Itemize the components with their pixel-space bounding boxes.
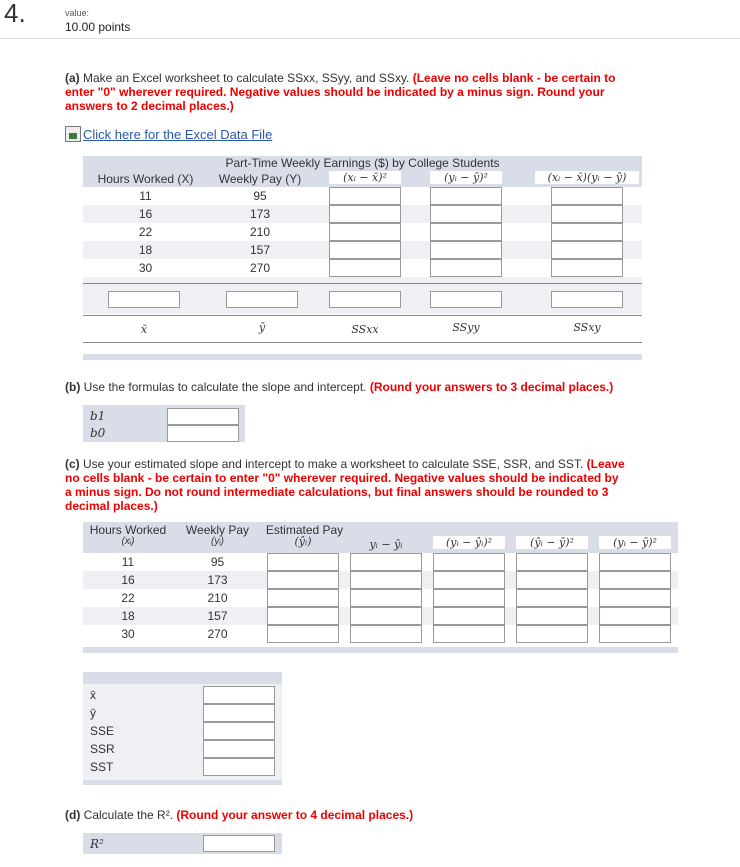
pay-cell: 270: [207, 627, 228, 641]
b1-label: b1: [90, 409, 106, 423]
b1-input[interactable]: [167, 408, 239, 425]
hours-cell: 22: [138, 225, 153, 239]
label-ssyy: SSyy: [452, 321, 480, 334]
part-d-label: (d): [65, 808, 81, 822]
col-xy-dev: (xᵢ − x̄)(yᵢ − ȳ): [535, 171, 639, 184]
col-residual: yᵢ − ŷᵢ: [369, 538, 403, 551]
part-a-instruction: (Leave no cells blank - be certain to enter "0" wherever required. Negative values should be indicated by a minus sign. Round your answers to 2 decimal places.): [65, 71, 616, 113]
summary-label: SST: [90, 760, 114, 774]
summary-input[interactable]: [203, 740, 275, 758]
worksheet-a-input[interactable]: [430, 241, 502, 259]
part-c-instruction: (Leave no cells blank - be certain to enter "0" wherever required. Negative values should be indicated by a minus sign. Do not round intermediate calculations, but final answers should be rounded to 3 decimal places.): [65, 457, 625, 513]
divider: [0, 38, 740, 39]
r-squared-label: R²: [90, 837, 104, 851]
worksheet-a-input[interactable]: [551, 259, 623, 277]
worksheet-c-input[interactable]: [433, 553, 505, 571]
worksheet-a-input[interactable]: [329, 205, 401, 223]
worksheet-a-input[interactable]: [329, 241, 401, 259]
worksheet-a-input[interactable]: [430, 259, 502, 277]
points-value: 10.00 points: [65, 20, 131, 34]
worksheet-a-input[interactable]: [430, 187, 502, 205]
worksheet-a-input[interactable]: [551, 241, 623, 259]
pay-cell: 95: [210, 555, 225, 569]
worksheet-c-input[interactable]: [516, 607, 588, 625]
pay-cell: 173: [249, 207, 271, 221]
worksheet-c-input[interactable]: [516, 553, 588, 571]
col-ydev-sq: (yᵢ − ȳ)²: [430, 171, 502, 184]
r-squared-input[interactable]: [203, 835, 275, 852]
part-b-prompt: [65, 380, 625, 394]
ssxx-input[interactable]: [329, 291, 401, 308]
part-b-instruction: (Round your answers to 3 decimal places.): [369, 380, 614, 394]
part-a-prompt: [65, 71, 625, 113]
worksheet-c-input[interactable]: [516, 625, 588, 643]
summary-input[interactable]: [203, 704, 275, 722]
worksheet-c-input[interactable]: [599, 607, 671, 625]
col-hours-sub: (xᵢ): [121, 536, 135, 547]
worksheet-c-input[interactable]: [599, 571, 671, 589]
col-residual-sq: (yᵢ − ŷᵢ)²: [433, 536, 505, 549]
col-estimated-pay: Estimated Pay: [265, 523, 344, 537]
ssyy-input[interactable]: [430, 291, 502, 308]
worksheet-c-input[interactable]: [267, 607, 339, 625]
worksheet-c-input[interactable]: [433, 625, 505, 643]
part-c-text: Use your estimated slope and intercept to make a worksheet to calculate SSE, SSR, and SST.: [83, 457, 584, 471]
worksheet-c-input[interactable]: [350, 553, 422, 571]
summary-label: x̄: [90, 688, 96, 702]
worksheet-c-input[interactable]: [350, 589, 422, 607]
col-hours-worked: Hours Worked: [89, 523, 167, 537]
worksheet-c-input[interactable]: [433, 571, 505, 589]
question-number: 4.: [4, 0, 26, 28]
worksheet-c-input[interactable]: [433, 589, 505, 607]
summary-input[interactable]: [203, 686, 275, 704]
part-a-label: (a): [65, 71, 80, 85]
col-regression-sq: (ŷᵢ − ȳ)²: [516, 536, 588, 549]
hours-cell: 16: [121, 573, 135, 587]
pay-cell: 270: [249, 261, 271, 275]
b0-input[interactable]: [167, 425, 239, 442]
worksheet-a-input[interactable]: [551, 223, 623, 241]
col-weekly-pay: Weekly Pay (Y): [218, 172, 302, 186]
x-mean-input[interactable]: [108, 291, 180, 308]
summary-input[interactable]: [203, 722, 275, 740]
worksheet-a-input[interactable]: [430, 205, 502, 223]
worksheet-c-input[interactable]: [516, 571, 588, 589]
part-c-prompt: [65, 457, 625, 513]
label-ssxy: SSxy: [573, 321, 601, 334]
col-hours-worked: Hours Worked (X): [97, 172, 194, 186]
excel-data-link[interactable]: [65, 126, 272, 142]
worksheet-c-input[interactable]: [516, 589, 588, 607]
pay-cell: 210: [249, 225, 271, 239]
part-d-prompt: [65, 808, 625, 822]
summary-label: ȳ: [90, 706, 96, 720]
label-y-mean: ȳ: [258, 321, 266, 334]
hours-cell: 11: [121, 555, 135, 569]
pay-cell: 173: [207, 573, 228, 587]
worksheet-a-input[interactable]: [329, 259, 401, 277]
part-d-text: Calculate the R².: [83, 808, 174, 822]
hours-cell: 30: [138, 261, 153, 275]
part-b-label: (b): [65, 380, 81, 394]
pay-cell: 157: [207, 609, 228, 623]
col-estimated-sub: (ŷᵢ): [294, 535, 312, 548]
hours-cell: 11: [139, 189, 152, 203]
ssxy-input[interactable]: [551, 291, 623, 308]
worksheet-c-input[interactable]: [599, 625, 671, 643]
worksheet-c-input[interactable]: [350, 625, 422, 643]
hours-cell: 18: [138, 243, 153, 257]
col-weekly-pay: Weekly Pay: [185, 523, 250, 537]
worksheet-a-input[interactable]: [329, 223, 401, 241]
hours-cell: 18: [121, 609, 135, 623]
worksheet-a-input[interactable]: [329, 187, 401, 205]
label-x-mean: x̄: [140, 323, 148, 336]
pay-cell: 95: [253, 189, 267, 203]
b0-label: b0: [90, 426, 106, 440]
part-c-label: (c): [65, 457, 80, 471]
worksheet-a-input[interactable]: [551, 205, 623, 223]
pay-cell: 157: [249, 243, 271, 257]
table-a-title: Part-Time Weekly Earnings ($) by College Students: [225, 156, 500, 170]
worksheet-c-input[interactable]: [267, 571, 339, 589]
worksheet-c-input[interactable]: [599, 589, 671, 607]
summary-label: SSE: [90, 724, 115, 738]
excel-link-text[interactable]: Click here for the Excel Data File: [83, 126, 273, 142]
summary-input[interactable]: [203, 758, 275, 776]
worksheet-c-input[interactable]: [599, 553, 671, 571]
hours-cell: 22: [121, 591, 135, 605]
worksheet-a-input[interactable]: [551, 187, 623, 205]
excel-file-icon: [65, 126, 81, 142]
y-mean-input[interactable]: [226, 291, 298, 308]
worksheet-c-input[interactable]: [267, 589, 339, 607]
worksheet-c-input[interactable]: [350, 571, 422, 589]
worksheet-a-input[interactable]: [430, 223, 502, 241]
hours-cell: 16: [138, 207, 153, 221]
worksheet-c-input[interactable]: [267, 553, 339, 571]
worksheet-c-input[interactable]: [350, 607, 422, 625]
value-label: value:: [65, 8, 90, 18]
part-b-text: Use the formulas to calculate the slope and intercept.: [83, 380, 367, 394]
pay-cell: 210: [207, 591, 228, 605]
worksheet-c-input[interactable]: [433, 607, 505, 625]
part-d-instruction: (Round your answer to 4 decimal places.): [176, 808, 414, 822]
label-ssxx: SSxx: [351, 323, 379, 336]
col-weekly-sub: (yᵢ): [211, 536, 224, 547]
part-a-text: Make an Excel worksheet to calculate SSxx, SSyy, and SSxy.: [83, 71, 410, 85]
col-total-sq: (yᵢ − ȳ)²: [599, 536, 671, 549]
summary-label: SSR: [90, 742, 115, 756]
hours-cell: 30: [121, 627, 135, 641]
col-xdev-sq: (xᵢ − x̄)²: [329, 171, 401, 184]
worksheet-c-input[interactable]: [267, 625, 339, 643]
